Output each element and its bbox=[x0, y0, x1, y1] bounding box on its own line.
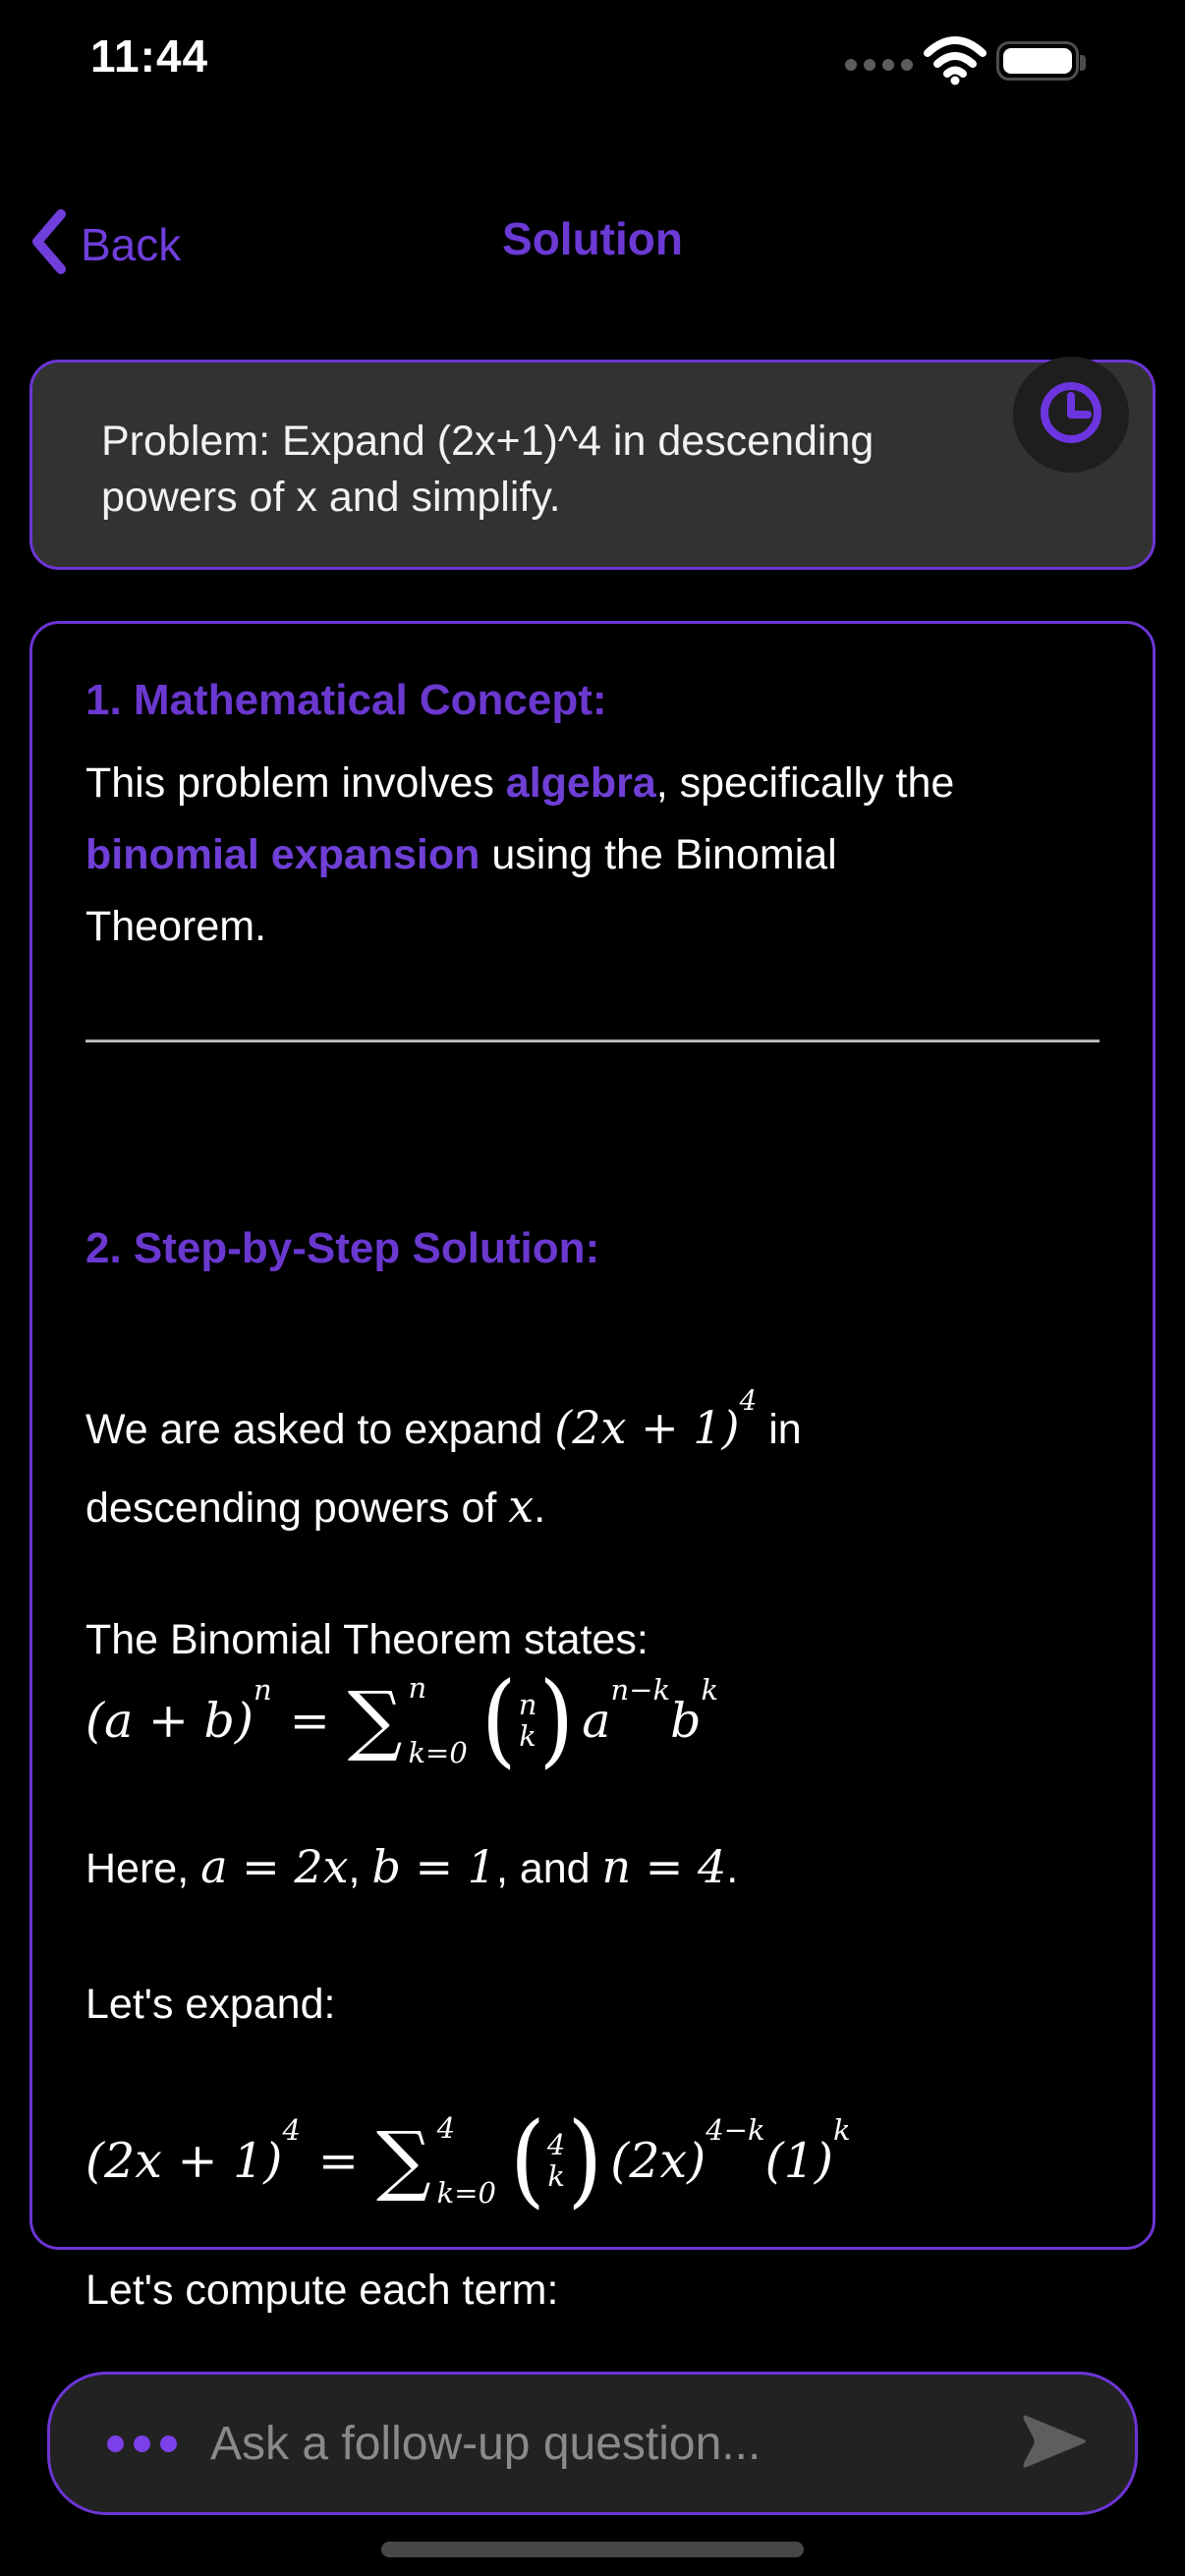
status-bar bbox=[0, 0, 1185, 108]
solution-card[interactable] bbox=[29, 621, 1156, 2314]
link-algebra[interactable]: algebra bbox=[505, 759, 656, 807]
paragraph-lets-expand: Let's expand: bbox=[85, 1981, 336, 2028]
home-indicator[interactable] bbox=[381, 2542, 804, 2557]
sigma-symbol: ∑ bbox=[375, 2116, 431, 2205]
section-heading-concept: 1. Mathematical Concept: bbox=[85, 676, 607, 724]
section-heading-steps: 2. Step-by-Step Solution: bbox=[85, 1224, 600, 1272]
status-time: 11:44 bbox=[90, 30, 209, 82]
clock-icon bbox=[1037, 378, 1105, 452]
back-button-label: Back bbox=[81, 218, 182, 270]
cellular-signal-icon bbox=[845, 59, 913, 71]
paragraph-concept: This problem involves algebra, specifically the binomial expansion using the Binomial Theorem. bbox=[85, 759, 955, 950]
typing-dots-icon bbox=[107, 2436, 177, 2452]
math-inline: $(2x + 1)^4$ bbox=[554, 1384, 758, 1454]
follow-up-question-input[interactable] bbox=[208, 2416, 1021, 2472]
section-divider bbox=[85, 1039, 1100, 1042]
wifi-icon bbox=[924, 37, 987, 89]
binomial-coefficient: ( 4 k ) bbox=[509, 2100, 603, 2219]
nav-bar bbox=[0, 206, 1185, 295]
follow-up-input-bar[interactable] bbox=[47, 2372, 1138, 2515]
problem-statement: Problem: Expand (2x+1)^4 in descending powers of x and simplify. bbox=[101, 418, 875, 521]
history-button[interactable] bbox=[1013, 357, 1129, 473]
math-inline: b = 1 bbox=[371, 1840, 496, 1893]
paragraph-expand-task: We are asked to expand $(2x + 1)^4$ in descending powers of x. bbox=[85, 1384, 802, 1533]
formula-expansion: (2x + 1) 4 = ∑ 4 k=0 ( 4 k ) (2x) 4−k (1) k bbox=[85, 2100, 851, 2219]
binomial-coefficient: ( n k ) bbox=[480, 1660, 575, 1779]
formula-binomial-theorem: (a + b) n = ∑ n k=0 ( n k ) a n−k b k bbox=[85, 1660, 719, 1779]
page-title: Solution bbox=[502, 213, 683, 264]
sigma-symbol: ∑ bbox=[347, 1676, 403, 1764]
send-button[interactable] bbox=[1021, 2411, 1090, 2476]
battery-icon bbox=[996, 41, 1079, 81]
send-arrow-icon bbox=[1021, 2410, 1090, 2478]
problem-card bbox=[29, 360, 1156, 570]
link-binomial-expansion[interactable]: binomial expansion bbox=[85, 831, 480, 878]
paragraph-theorem-states: The Binomial Theorem states: bbox=[85, 1616, 649, 1663]
math-inline: n = 4 bbox=[601, 1840, 727, 1893]
paragraph-substitution: Here, a = 2x, b = 1, and n = 4. bbox=[85, 1840, 739, 1893]
math-inline: x bbox=[508, 1480, 535, 1533]
paragraph-compute-terms-clipped: Let's compute each term: bbox=[85, 2267, 559, 2314]
math-inline: a = 2x bbox=[200, 1840, 349, 1893]
